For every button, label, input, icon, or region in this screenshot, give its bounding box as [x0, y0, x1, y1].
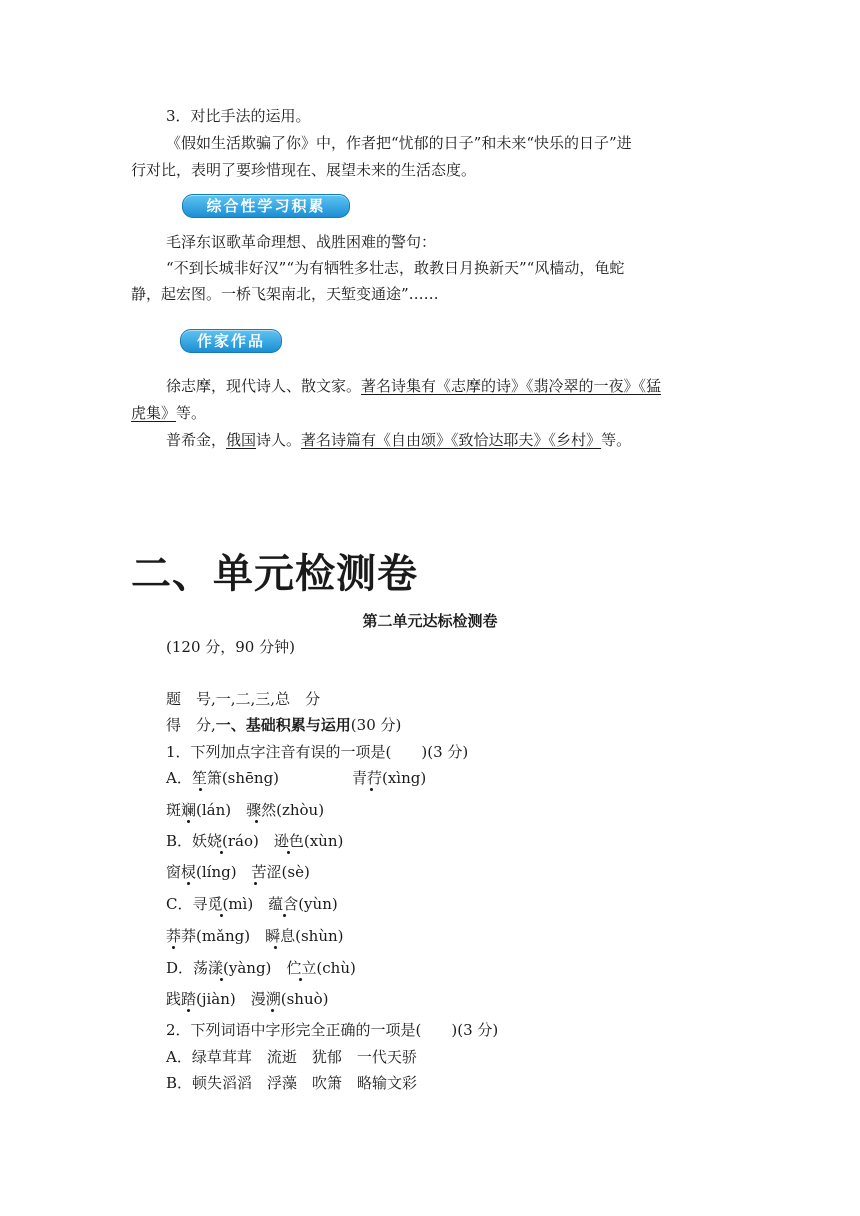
item3-body-line1: 《假如生活欺骗了你》中，作者把“忧郁的日子”和未来“快乐的日子”进 — [166, 134, 632, 152]
mao-quote-line2: 静，起宏图。一桥飞架南北，天堑变通途”…… — [131, 285, 439, 303]
emphasis-dot — [187, 882, 190, 885]
q2-stem: 2．下列词语中字形完全正确的一项是( )(3 分) — [166, 1021, 499, 1039]
q2-option-a: A．绿草茸茸 流逝 犹郁 一代天骄 — [166, 1048, 417, 1066]
emphasis-dot — [274, 946, 277, 949]
emphasis-dot — [199, 788, 202, 791]
score-table-score-row — [166, 715, 401, 735]
q1-option-b-1: B．妖娆(ráo) 逊色(xùn) — [166, 832, 344, 850]
emphasis-dot — [187, 1009, 190, 1012]
q1-option-a-3: 斑斓(lán) 骤然(zhòu) — [166, 801, 325, 819]
score-row-label: 得 分, — [166, 716, 216, 734]
q1-option-c-1: C．寻觅(mì) 蕴含(yùn) — [166, 895, 338, 913]
pushkin-works-underlined: 著名诗篇有《自由颂》《致恰达耶夫》《乡村》 — [301, 431, 602, 449]
emphasis-dot — [283, 914, 286, 917]
emphasis-dot — [220, 914, 223, 917]
author-works-banner: 作家作品 — [180, 329, 282, 353]
emphasis-dot — [370, 788, 373, 791]
q1-option-d-2: 践踏(jiàn) 漫溯(shuò) — [166, 990, 329, 1008]
q2-option-b: B．顿失滔滔 浮藻 吹箫 略输文彩 — [166, 1074, 418, 1092]
q1-stem: 1．下列加点字注音有误的一项是( )(3 分) — [166, 743, 469, 761]
q1-option-b-2: 窗棂(líng) 苦涩(sè) — [166, 863, 310, 881]
emphasis-dot — [271, 1009, 274, 1012]
item3-heading: 3．对比手法的运用。 — [166, 107, 311, 125]
score-table-header-row: 题 号,一,二,三,总 分 — [166, 690, 321, 708]
q1-option-d-1: D．荡漾(yàng) 伫立(chù) — [166, 959, 356, 977]
pushkin-tail: 等。 — [601, 431, 632, 449]
pushkin-name: 普希金， — [166, 431, 227, 449]
q1-option-a-1: A．笙箫(shēng) — [166, 769, 280, 787]
emphasis-dot — [187, 820, 190, 823]
part1-points: (30 分) — [350, 716, 402, 734]
emphasis-dot — [172, 946, 175, 949]
xu-zhimo-tail: 等。 — [176, 404, 207, 422]
emphasis-dot — [220, 978, 223, 981]
xu-zhimo-intro: 徐志摩，现代诗人、散文家。 — [166, 377, 362, 395]
score-time: (120 分，90 分钟) — [166, 638, 295, 656]
mao-intro: 毛泽东讴歌革命理想、战胜困难的警句： — [166, 233, 437, 251]
mao-quote-line1: “不到长城非好汉”“为有牺牲多壮志，敢教日月换新天”“风樯动，龟蛇 — [166, 259, 625, 277]
part1-heading: 一、基础积累与运用 — [215, 716, 351, 734]
emphasis-dot — [287, 851, 290, 854]
pushkin-line — [166, 430, 631, 450]
xu-zhimo-works-underlined: 著名诗集有《志摩的诗》《翡冷翠的一夜》《猛 — [361, 377, 662, 395]
emphasis-dot — [299, 978, 302, 981]
q1-option-c-2: 莽莽(mǎng) 瞬息(shùn) — [166, 927, 344, 945]
xu-zhimo-line2 — [131, 403, 206, 423]
xu-zhimo-works-underlined-cont: 虎集》 — [131, 404, 177, 422]
emphasis-dot — [220, 851, 223, 854]
xu-zhimo-line1 — [166, 376, 661, 396]
section-heading: 二、单元检测卷 — [131, 551, 418, 597]
test-title: 第二单元达标检测卷 — [362, 612, 498, 630]
pushkin-role: 诗人。 — [256, 431, 302, 449]
comprehensive-study-banner: 综合性学习积累 — [182, 194, 350, 218]
emphasis-dot — [254, 882, 257, 885]
emphasis-dot — [255, 820, 258, 823]
q1-option-a-2: 青荇(xìng) — [352, 769, 427, 787]
pushkin-country-underlined: 俄国 — [226, 431, 257, 449]
item3-body-line2: 行对比，表明了要珍惜现在、展望未来的生活态度。 — [131, 161, 477, 179]
